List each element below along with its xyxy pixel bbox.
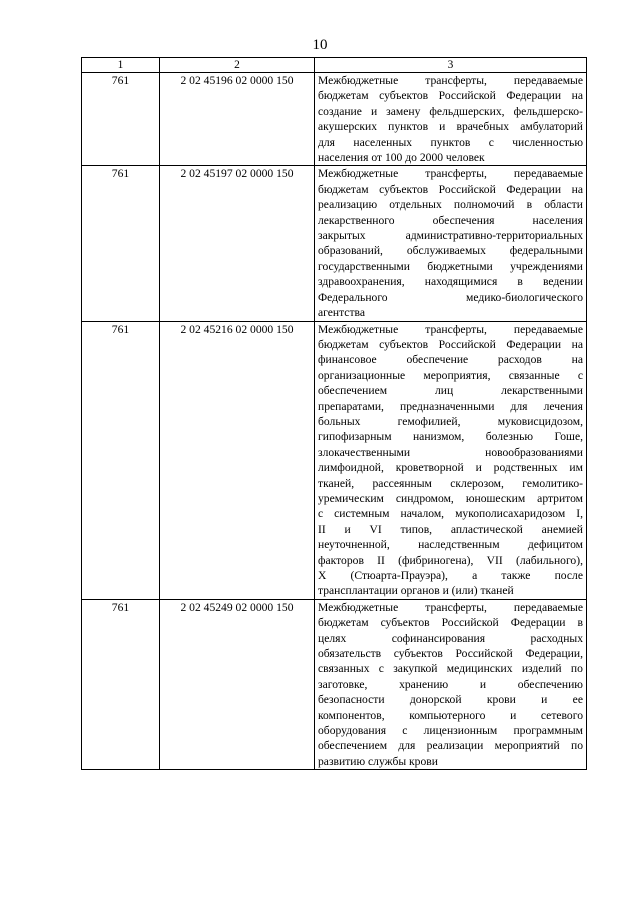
description-word: обязательств bbox=[318, 647, 382, 661]
description-word: расходных bbox=[530, 631, 583, 645]
description-line bbox=[318, 661, 583, 676]
description-line bbox=[318, 568, 583, 583]
description-word: неуточненной, bbox=[318, 538, 390, 552]
description-word: лекарственного bbox=[318, 213, 395, 227]
column-header-2: 2 bbox=[160, 58, 315, 73]
description-word: на bbox=[571, 89, 583, 103]
description-word: новообразованиями bbox=[485, 445, 583, 459]
description-line bbox=[318, 399, 583, 414]
description-word: закрытых bbox=[318, 229, 366, 243]
description-word: а bbox=[472, 569, 478, 582]
description-word: компонентов, bbox=[318, 708, 385, 722]
description-word: образований, bbox=[318, 244, 383, 258]
description-word: в bbox=[517, 275, 523, 289]
description-word: оборудования bbox=[318, 724, 387, 738]
description-word: ее bbox=[572, 693, 583, 707]
description-word: государственными bbox=[318, 259, 410, 273]
description-word: бюджетам bbox=[318, 89, 369, 103]
description-word: дефицитом bbox=[527, 538, 583, 552]
description-word: Российской bbox=[455, 647, 513, 661]
description-word: системным bbox=[334, 507, 390, 521]
description-word: (лабильного), bbox=[515, 553, 583, 567]
description-word: в bbox=[526, 198, 533, 212]
description-word: Межбюджетные bbox=[318, 74, 399, 87]
description-word: больных bbox=[318, 414, 361, 428]
description-line bbox=[318, 491, 583, 506]
description-word: синдромом, bbox=[395, 491, 454, 505]
description-word: медико-биологического bbox=[466, 290, 583, 304]
description-word: крови bbox=[486, 693, 516, 707]
description-word: создание bbox=[318, 104, 362, 118]
description-line bbox=[318, 322, 583, 337]
description-word: обеспечения bbox=[432, 213, 495, 227]
description-word: передаваемые bbox=[513, 322, 583, 336]
description-line bbox=[318, 182, 583, 197]
description-word: муковисцидозом, bbox=[497, 414, 583, 428]
description-word: I, bbox=[576, 507, 583, 521]
admin-code-cell: 761 bbox=[82, 321, 160, 599]
description-line bbox=[318, 213, 583, 228]
description-word: целях bbox=[318, 631, 347, 645]
description-word: лимфоидной, bbox=[318, 461, 384, 475]
description-line bbox=[318, 368, 583, 383]
description-line bbox=[318, 583, 583, 598]
description-line bbox=[318, 337, 583, 352]
description-word: предназначенными bbox=[400, 399, 495, 413]
description-line bbox=[318, 600, 583, 615]
description-word: бюджетными bbox=[427, 259, 493, 273]
description-line bbox=[318, 228, 583, 243]
description-word: гемолитико- bbox=[522, 476, 583, 490]
description-line bbox=[318, 445, 583, 460]
description-line bbox=[318, 615, 583, 630]
description-word: лекарственными bbox=[501, 384, 583, 398]
description-word: населенных bbox=[353, 135, 413, 149]
description-word: реализацию bbox=[318, 198, 378, 212]
description-word: населения bbox=[532, 213, 583, 227]
table-row bbox=[82, 73, 587, 166]
description-line bbox=[318, 88, 583, 103]
description-word: учреждениями bbox=[510, 259, 583, 273]
description-word: связанные bbox=[508, 368, 560, 382]
description-word: субъектов bbox=[380, 616, 430, 630]
description-word: обеспечением bbox=[318, 384, 388, 398]
description-word: артритом bbox=[537, 491, 583, 505]
description-word: злокачественными bbox=[318, 445, 411, 459]
description-word: обеспечением bbox=[318, 739, 388, 753]
description-cell bbox=[315, 599, 587, 769]
description-line bbox=[318, 73, 583, 88]
description-line bbox=[318, 506, 583, 521]
description-cell bbox=[315, 166, 587, 321]
description-word: (фибриногена), bbox=[398, 553, 474, 567]
description-word: лечения bbox=[543, 399, 583, 413]
admin-code-cell: 761 bbox=[82, 73, 160, 166]
description-word: организационные bbox=[318, 368, 406, 382]
description-word: медицинских bbox=[446, 662, 513, 676]
budget-code-cell: 2 02 45249 02 0000 150 bbox=[160, 599, 315, 769]
description-word: ведении bbox=[542, 275, 583, 289]
description-line bbox=[318, 197, 583, 212]
table-row bbox=[82, 599, 587, 769]
description-word: хранению bbox=[399, 677, 449, 691]
description-word: X bbox=[318, 569, 327, 582]
description-line bbox=[318, 383, 583, 398]
description-word: и bbox=[344, 522, 351, 536]
description-word: финансовое bbox=[318, 353, 377, 367]
description-word: бюджетам bbox=[318, 337, 369, 351]
description-word: нанизмом, bbox=[412, 430, 465, 444]
description-word: фельдшерско- bbox=[513, 104, 583, 118]
description-word: кроветворной bbox=[395, 461, 464, 475]
budget-code-cell: 2 02 45197 02 0000 150 bbox=[160, 166, 315, 321]
description-word: для bbox=[398, 739, 416, 753]
description-word: с bbox=[378, 662, 384, 676]
description-word: пунктов bbox=[388, 120, 429, 134]
description-word: Межбюджетные bbox=[318, 167, 399, 181]
description-word: апластической bbox=[450, 522, 523, 536]
description-word: наследственным bbox=[418, 538, 500, 552]
description-word: и bbox=[541, 693, 548, 707]
description-word: агентства bbox=[318, 306, 365, 320]
description-word: программным bbox=[513, 724, 583, 738]
description-word: компьютерного bbox=[409, 708, 486, 722]
description-word: для bbox=[318, 135, 336, 149]
description-word: бюджетам bbox=[318, 182, 369, 196]
description-word: передаваемые bbox=[513, 167, 583, 181]
description-word: склерозом, bbox=[450, 476, 504, 490]
description-word: реализации bbox=[426, 739, 484, 753]
description-word: Межбюджетные bbox=[318, 322, 399, 336]
description-word: типов, bbox=[400, 522, 433, 536]
description-word: трансферты, bbox=[425, 74, 487, 87]
description-word: трансферты, bbox=[425, 322, 487, 336]
description-word: Межбюджетные bbox=[318, 600, 399, 614]
table-row bbox=[82, 321, 587, 599]
description-line bbox=[318, 429, 583, 444]
description-line bbox=[318, 150, 583, 165]
description-word: передаваемые bbox=[513, 74, 583, 87]
description-word: обеспечение bbox=[406, 353, 469, 367]
description-word: закупкой bbox=[393, 662, 438, 676]
description-word: здравоохранения, bbox=[318, 275, 405, 289]
description-word: находящимися bbox=[424, 275, 498, 289]
description-line bbox=[318, 754, 583, 769]
description-word: изделий bbox=[521, 662, 562, 676]
description-word: для bbox=[510, 399, 528, 413]
description-word: II bbox=[377, 553, 385, 567]
description-word: федеральными bbox=[509, 244, 583, 258]
description-line bbox=[318, 522, 583, 537]
description-word: бюджетам bbox=[318, 616, 369, 630]
description-word: мукополисахаридозом bbox=[455, 507, 566, 521]
description-word: началом, bbox=[400, 507, 445, 521]
description-word: с bbox=[318, 507, 324, 521]
description-word: Федерации, bbox=[525, 647, 583, 661]
description-line bbox=[318, 553, 583, 568]
description-word: юношеским bbox=[465, 491, 526, 505]
description-word: рассеянным bbox=[372, 476, 432, 490]
budget-code-cell: 2 02 45216 02 0000 150 bbox=[160, 321, 315, 599]
description-word: на bbox=[571, 337, 583, 351]
description-word: им bbox=[569, 461, 583, 475]
description-word: II bbox=[318, 522, 326, 536]
description-line bbox=[318, 290, 583, 305]
description-word: препаратами, bbox=[318, 399, 384, 413]
description-word: Федерации bbox=[506, 89, 562, 103]
description-word: области bbox=[544, 198, 583, 212]
description-word: трансферты, bbox=[425, 600, 487, 614]
description-word: тканей, bbox=[318, 476, 355, 490]
description-word: Федерации bbox=[506, 337, 562, 351]
description-word: акушерских bbox=[318, 120, 378, 134]
description-word: трансферты, bbox=[425, 167, 487, 181]
description-word: сетевого bbox=[540, 708, 583, 722]
description-word: передаваемые bbox=[513, 600, 583, 614]
description-word: развитию службы крови bbox=[318, 754, 438, 768]
description-word: субъектов bbox=[379, 337, 429, 351]
description-line bbox=[318, 135, 583, 150]
description-word: субъектов bbox=[379, 89, 429, 103]
description-word: мероприятий bbox=[494, 739, 560, 753]
description-word: обслуживаемых bbox=[406, 244, 486, 258]
description-line bbox=[318, 646, 583, 661]
description-word: в bbox=[577, 616, 583, 630]
description-word: заготовке, bbox=[318, 677, 368, 691]
description-word: Российской bbox=[438, 182, 496, 196]
budget-classification-table bbox=[81, 57, 587, 770]
description-line bbox=[318, 104, 583, 119]
admin-code-cell: 761 bbox=[82, 166, 160, 321]
table-row bbox=[82, 166, 587, 321]
description-word: пунктов bbox=[430, 135, 471, 149]
description-word: и bbox=[510, 708, 517, 722]
description-word: безопасности bbox=[318, 693, 385, 707]
description-word: по bbox=[570, 662, 583, 676]
description-word: Российской bbox=[438, 89, 496, 103]
description-word: с bbox=[402, 724, 408, 738]
description-word: численностью bbox=[512, 135, 583, 149]
budget-code-cell: 2 02 45196 02 0000 150 bbox=[160, 73, 315, 166]
description-word: врачебных bbox=[456, 120, 510, 134]
description-word: лиц bbox=[435, 384, 454, 398]
description-word: амбулаторий bbox=[520, 120, 583, 134]
description-word: отдельных bbox=[389, 198, 442, 212]
description-cell bbox=[315, 73, 587, 166]
column-header-1: 1 bbox=[82, 58, 160, 73]
admin-code-cell: 761 bbox=[82, 599, 160, 769]
description-word: софинансирования bbox=[391, 631, 486, 645]
description-word: факторов bbox=[318, 553, 364, 567]
description-word: мероприятия, bbox=[423, 368, 491, 382]
description-word: населения от 100 до 2000 человек bbox=[318, 151, 485, 165]
description-word: трансплантации органов и (или) тканей bbox=[318, 584, 514, 598]
description-word: VII bbox=[486, 553, 503, 567]
description-word: Федерации bbox=[510, 616, 566, 630]
description-line bbox=[318, 166, 583, 181]
description-word: фельдшерских, bbox=[429, 104, 505, 118]
description-cell bbox=[315, 321, 587, 599]
description-word: донорской bbox=[409, 693, 462, 707]
description-line bbox=[318, 738, 583, 753]
description-word: на bbox=[571, 182, 583, 196]
description-word: и bbox=[439, 120, 446, 134]
description-line bbox=[318, 305, 583, 320]
description-word: обеспечению bbox=[517, 677, 583, 691]
description-line bbox=[318, 708, 583, 723]
description-line bbox=[318, 476, 583, 491]
description-line bbox=[318, 119, 583, 134]
description-word: гипофизарным bbox=[318, 430, 392, 444]
description-line bbox=[318, 414, 583, 429]
description-line bbox=[318, 259, 583, 274]
description-line bbox=[318, 677, 583, 692]
column-header-3: 3 bbox=[315, 58, 587, 73]
description-word: замену bbox=[386, 104, 421, 118]
description-word: с bbox=[577, 368, 583, 382]
description-word: связанных bbox=[318, 662, 370, 676]
description-line bbox=[318, 537, 583, 552]
description-word: по bbox=[570, 739, 583, 753]
description-word: гемофилией, bbox=[397, 414, 461, 428]
description-line bbox=[318, 692, 583, 707]
description-word: субъектов bbox=[393, 647, 443, 661]
description-line bbox=[318, 243, 583, 258]
description-word: на bbox=[571, 353, 583, 367]
description-word: Федерации bbox=[506, 182, 562, 196]
description-word: Российской bbox=[441, 616, 499, 630]
description-word: и bbox=[479, 677, 487, 691]
description-line bbox=[318, 723, 583, 738]
description-word: (Стюарта-Прауэра), bbox=[350, 569, 448, 582]
description-word: также bbox=[501, 569, 531, 582]
description-line bbox=[318, 274, 583, 289]
description-word: лицензионным bbox=[423, 724, 498, 738]
description-word: анемией bbox=[541, 522, 583, 536]
description-line bbox=[318, 460, 583, 475]
description-word: полномочий bbox=[453, 198, 515, 212]
description-word: и bbox=[475, 461, 482, 475]
description-line bbox=[318, 631, 583, 646]
description-word: Федерального bbox=[318, 290, 388, 304]
description-word: Гоше, bbox=[554, 430, 583, 444]
description-word: после bbox=[554, 569, 583, 582]
description-word: расходов bbox=[497, 353, 542, 367]
description-word: VI bbox=[369, 522, 382, 536]
description-word: административно-территориальных bbox=[405, 229, 583, 243]
description-word: Российской bbox=[438, 337, 496, 351]
description-word: и bbox=[370, 104, 378, 118]
table-header-row bbox=[82, 58, 587, 73]
description-word: болезнью bbox=[485, 430, 534, 444]
description-word: родственных bbox=[493, 461, 558, 475]
description-word: уремическим bbox=[318, 491, 384, 505]
page-number: 10 bbox=[312, 37, 328, 53]
description-word: с bbox=[488, 135, 494, 149]
description-word: субъектов bbox=[379, 182, 429, 196]
description-line bbox=[318, 352, 583, 367]
